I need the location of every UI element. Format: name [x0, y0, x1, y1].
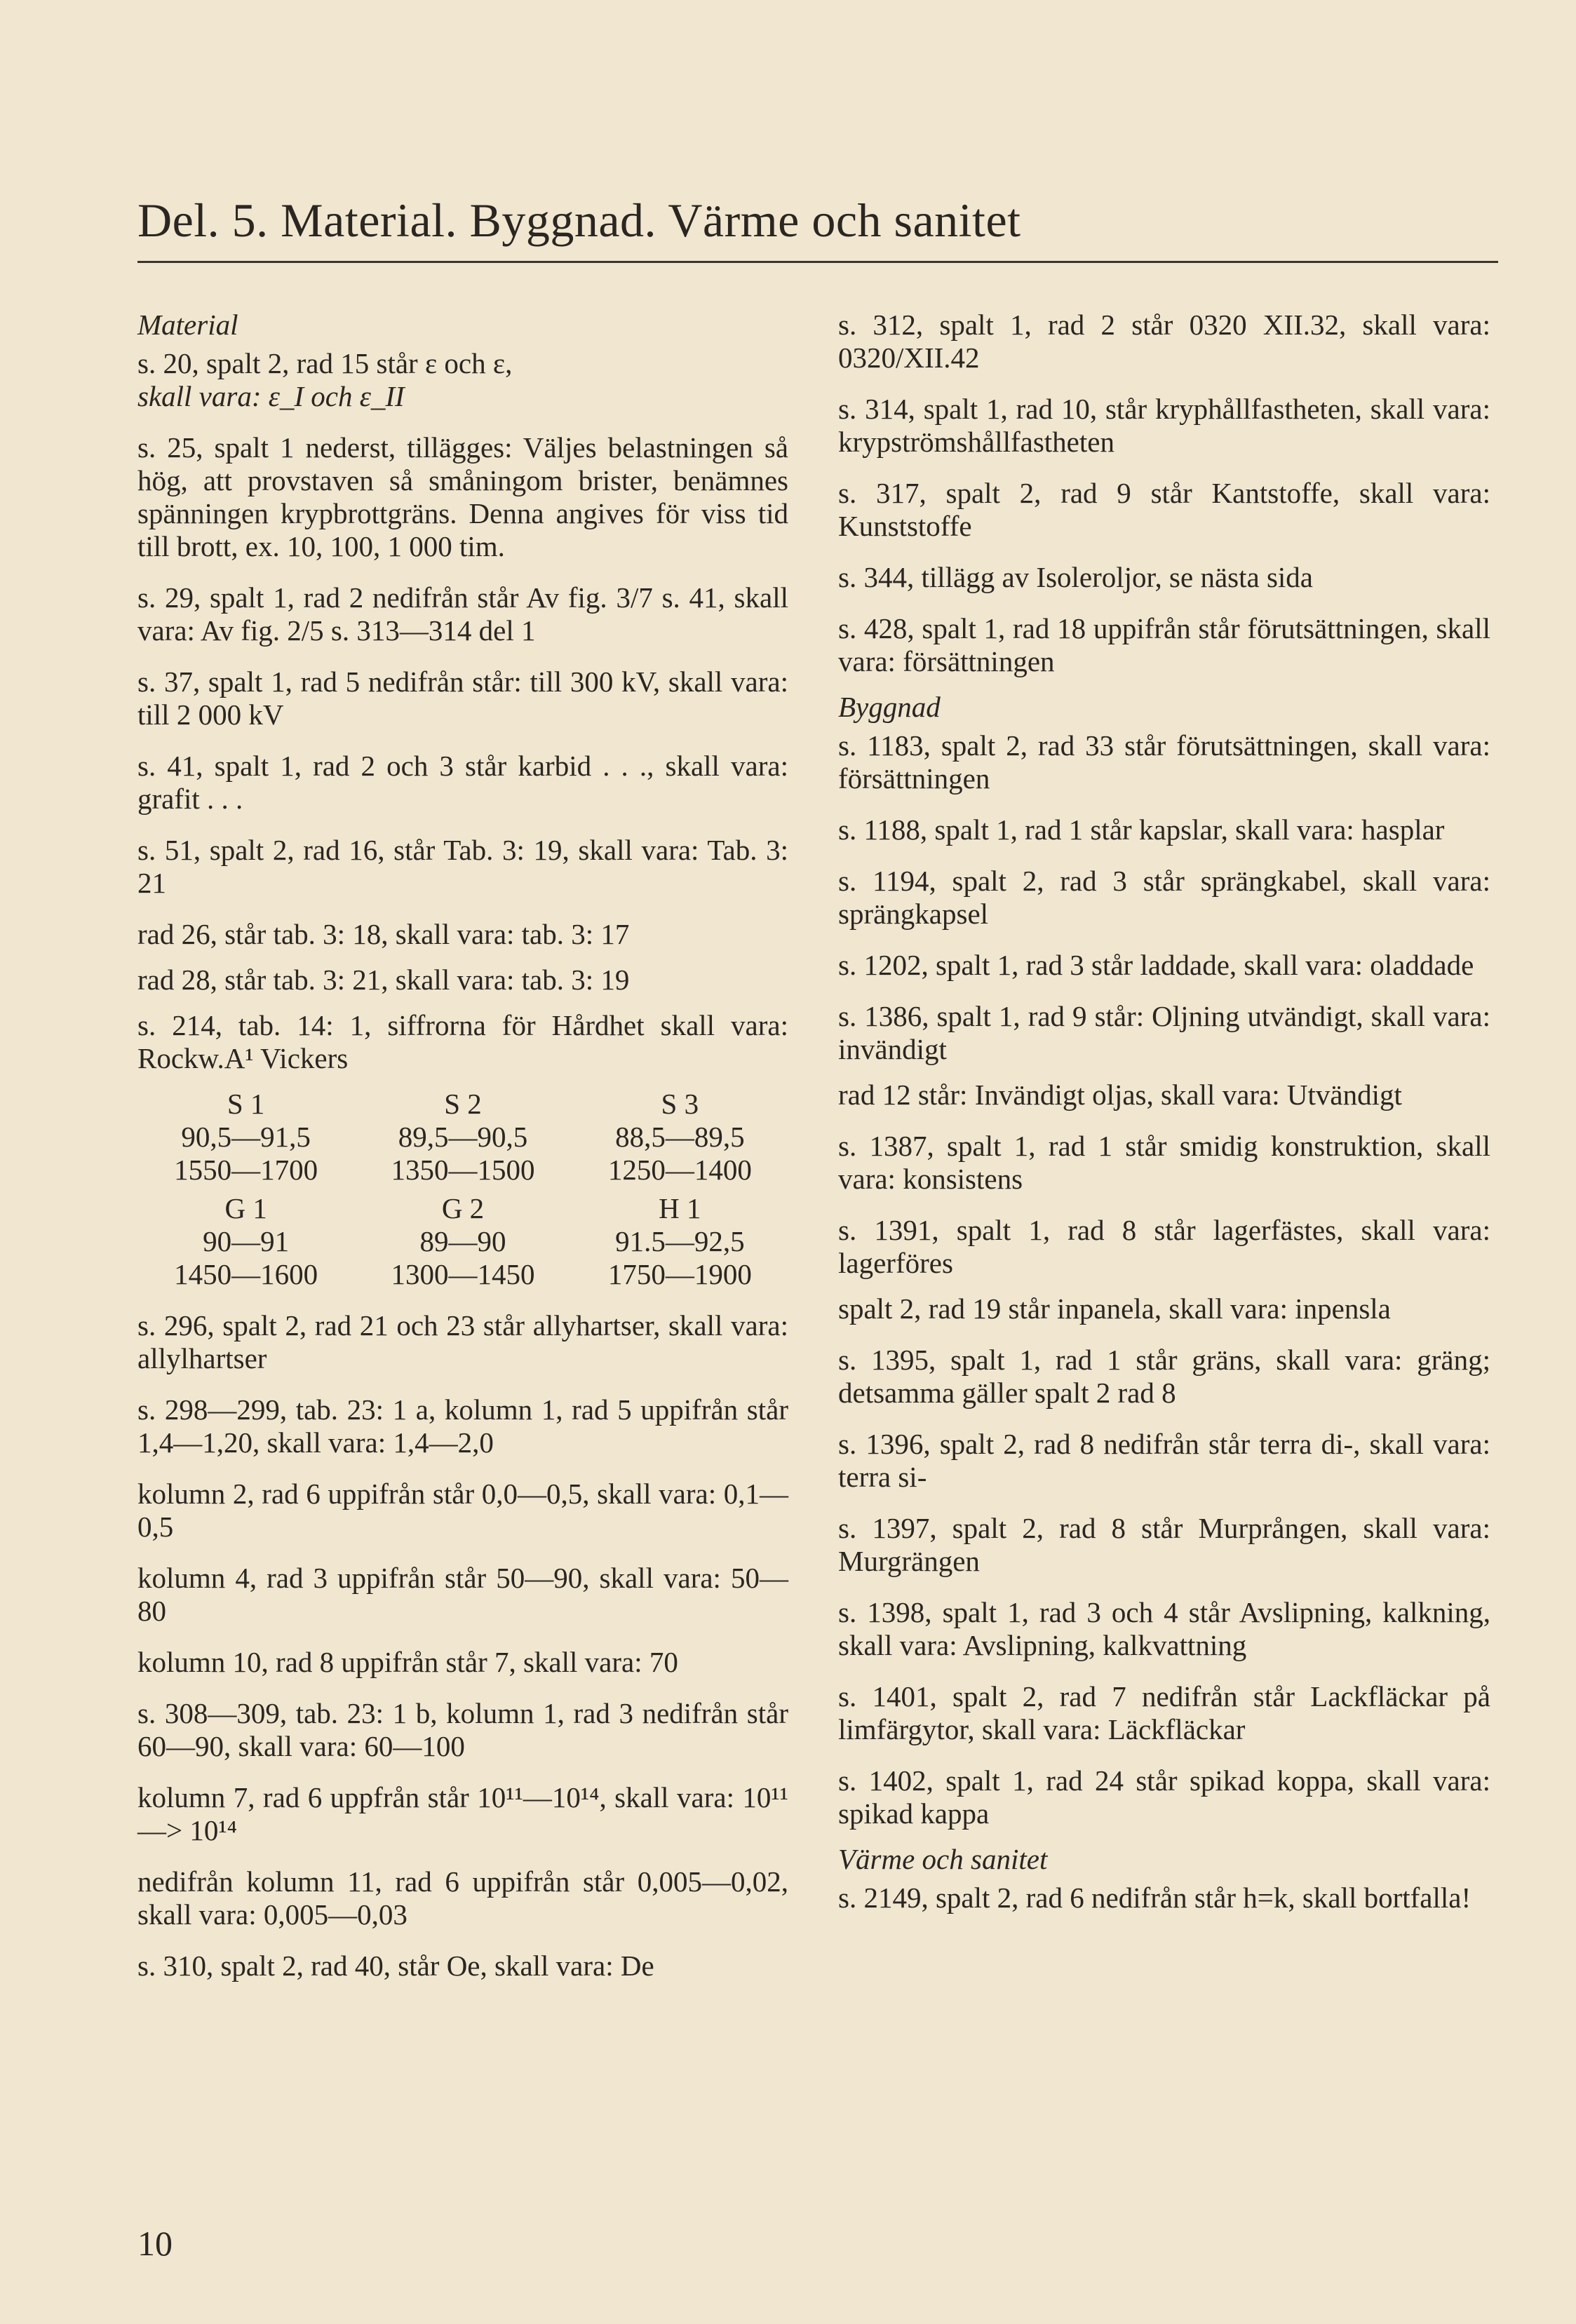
page-header-title: Del. 5. Material. Byggnad. Värme och sanitet: [137, 194, 1021, 247]
erratum-entry: s. 1397, spalt 2, rad 8 står Murprången, skall vara: Murgrängen: [838, 1512, 1490, 1577]
erratum-entry: s. 20, spalt 2, rad 15 står ε och ε, skall vara: ε_I och ε_II: [137, 347, 513, 412]
erratum-entry: s. 1188, spalt 1, rad 1 står kapslar, skall vara: hasplar: [838, 813, 1445, 846]
erratum-entry: s. 1398, spalt 1, rad 3 och 4 står Avslipning, kalkning, skall vara: Avslipning, kalkvattning: [838, 1596, 1490, 1661]
erratum-entry: s. 214, tab. 14: 1, siffrorna för Hårdhet skall vara: Rockw.A¹ Vickers: [137, 1009, 788, 1074]
section-title-varme: Värme och sanitet: [838, 1843, 1048, 1875]
hardness-row-vickers: 1550—1700 1350—1500 1250—1400: [174, 1154, 752, 1186]
header-divider: [137, 261, 1498, 263]
erratum-entry: s. 1194, spalt 2, rad 3 står sprängkabel, skall vara: sprängkapsel: [838, 865, 1490, 930]
page-number: 10: [137, 2224, 173, 2263]
hardness-row-labels: G 1 G 2 H 1: [224, 1192, 701, 1224]
erratum-entry: s. 1183, spalt 2, rad 33 står förutsättningen, skall vara: försättningen: [838, 729, 1490, 795]
erratum-entry: s. 310, spalt 2, rad 40, står Oe, skall vara: De: [137, 1950, 654, 1982]
erratum-entry: s. 1386, spalt 1, rad 9 står: Oljning utvändigt, skall vara: invändigt: [838, 1000, 1490, 1065]
erratum-entry: s. 308—309, tab. 23: 1 b, kolumn 1, rad 3 nedifrån står 60—90, skall vara: 60—100: [137, 1697, 788, 1762]
erratum-entry: s. 317, spalt 2, rad 9 står Kantstoffe, skall vara: Kunststoffe: [838, 477, 1490, 542]
erratum-entry: s. 1202, spalt 1, rad 3 står laddade, skall vara: oladdade: [838, 949, 1474, 981]
erratum-entry: s. 37, spalt 1, rad 5 nedifrån står: till 300 kV, skall vara: till 2 000 kV: [137, 666, 788, 731]
erratum-entry: s. 2149, spalt 2, rad 6 nedifrån står h=k, skall bortfalla!: [838, 1882, 1471, 1914]
erratum-entry: s. 29, spalt 1, rad 2 nedifrån står Av fig. 3/7 s. 41, skall vara: Av fig. 2/5 s. 313—314 del 1: [137, 581, 788, 647]
left-column: [137, 309, 788, 2001]
erratum-entry: s. 1387, spalt 1, rad 1 står smidig konstruktion, skall vara: konsistens: [838, 1130, 1490, 1195]
erratum-entry: s. 1402, spalt 1, rad 24 står spikad koppa, skall vara: spikad kappa: [838, 1764, 1490, 1830]
erratum-entry: nedifrån kolumn 11, rad 6 uppifrån står 0,005—0,02, skall vara: 0,005—0,03: [137, 1865, 788, 1931]
section-title-material: Material: [137, 309, 238, 341]
erratum-entry: s. 25, spalt 1 nederst, tillägges: Väljes belastningen så hög, att provstaven så småningom brister, benämnes spänningen krypbrottgräns. Denna angives för viss tid till brott, ex. 10, 100, 1 000 tim.: [137, 431, 788, 562]
erratum-entry: s. 296, spalt 2, rad 21 och 23 står allyhartser, skall vara: allylhartser: [137, 1309, 788, 1374]
erratum-entry: s. 1391, spalt 1, rad 8 står lagerfästes, skall vara: lagerföres: [838, 1214, 1490, 1279]
erratum-entry: kolumn 4, rad 3 uppifrån står 50—90, skall vara: 50—80: [137, 1562, 788, 1627]
erratum-entry: kolumn 10, rad 8 uppifrån står 7, skall vara: 70: [137, 1646, 678, 1678]
erratum-entry: kolumn 2, rad 6 uppifrån står 0,0—0,5, skall vara: 0,1—0,5: [137, 1478, 788, 1543]
erratum-entry: s. 1396, spalt 2, rad 8 nedifrån står terra di-, skall vara: terra si-: [838, 1428, 1490, 1493]
erratum-entry: s. 314, spalt 1, rad 10, står kryphållfastheten, skall vara: krypströmshållfastheten: [838, 393, 1490, 458]
hardness-row-rockwell: 90—91 89—90 91.5—92,5: [203, 1225, 745, 1257]
erratum-entry: rad 12 står: Invändigt oljas, skall vara: Utvändigt: [838, 1079, 1402, 1111]
erratum-entry: s. 41, spalt 1, rad 2 och 3 står karbid . . ., skall vara: grafit . . .: [137, 750, 788, 815]
erratum-entry: s. 1395, spalt 1, rad 1 står gräns, skall vara: gräng; detsamma gäller spalt 2 rad 8: [838, 1344, 1490, 1409]
hardness-row-labels: S 1 S 2 S 3: [227, 1088, 699, 1120]
hardness-row-rockwell: 90,5—91,5 89,5—90,5 88,5—89,5: [181, 1121, 745, 1153]
hardness-row-vickers: 1450—1600 1300—1450 1750—1900: [174, 1258, 752, 1290]
right-column: [838, 309, 1490, 1933]
erratum-entry: spalt 2, rad 19 står inpanela, skall vara: inpensla: [838, 1292, 1391, 1325]
erratum-entry: kolumn 7, rad 6 uppfrån står 10¹¹—10¹⁴, skall vara: 10¹¹—> 10¹⁴: [137, 1781, 788, 1846]
erratum-entry: s. 1401, spalt 2, rad 7 nedifrån står Lackfläckar på limfärgytor, skall vara: Läckfläckar: [838, 1680, 1490, 1745]
erratum-entry: s. 51, spalt 2, rad 16, står Tab. 3: 19, skall vara: Tab. 3: 21: [137, 834, 788, 899]
section-title-byggnad: Byggnad: [838, 691, 941, 723]
hardness-table: [137, 1088, 788, 1291]
erratum-entry: s. 312, spalt 1, rad 2 står 0320 XII.32, skall vara: 0320/XII.42: [838, 309, 1490, 374]
erratum-entry: s. 298—299, tab. 23: 1 a, kolumn 1, rad 5 uppifrån står 1,4—1,20, skall vara: 1,4—2,0: [137, 1393, 788, 1459]
erratum-entry: rad 26, står tab. 3: 18, skall vara: tab. 3: 17: [137, 918, 630, 950]
erratum-entry: s. 344, tillägg av Isoleroljor, se nästa sida: [838, 561, 1314, 593]
erratum-entry: s. 428, spalt 1, rad 18 uppifrån står förutsättningen, skall vara: försättningen: [838, 612, 1490, 677]
erratum-entry: rad 28, står tab. 3: 21, skall vara: tab. 3: 19: [137, 964, 630, 996]
